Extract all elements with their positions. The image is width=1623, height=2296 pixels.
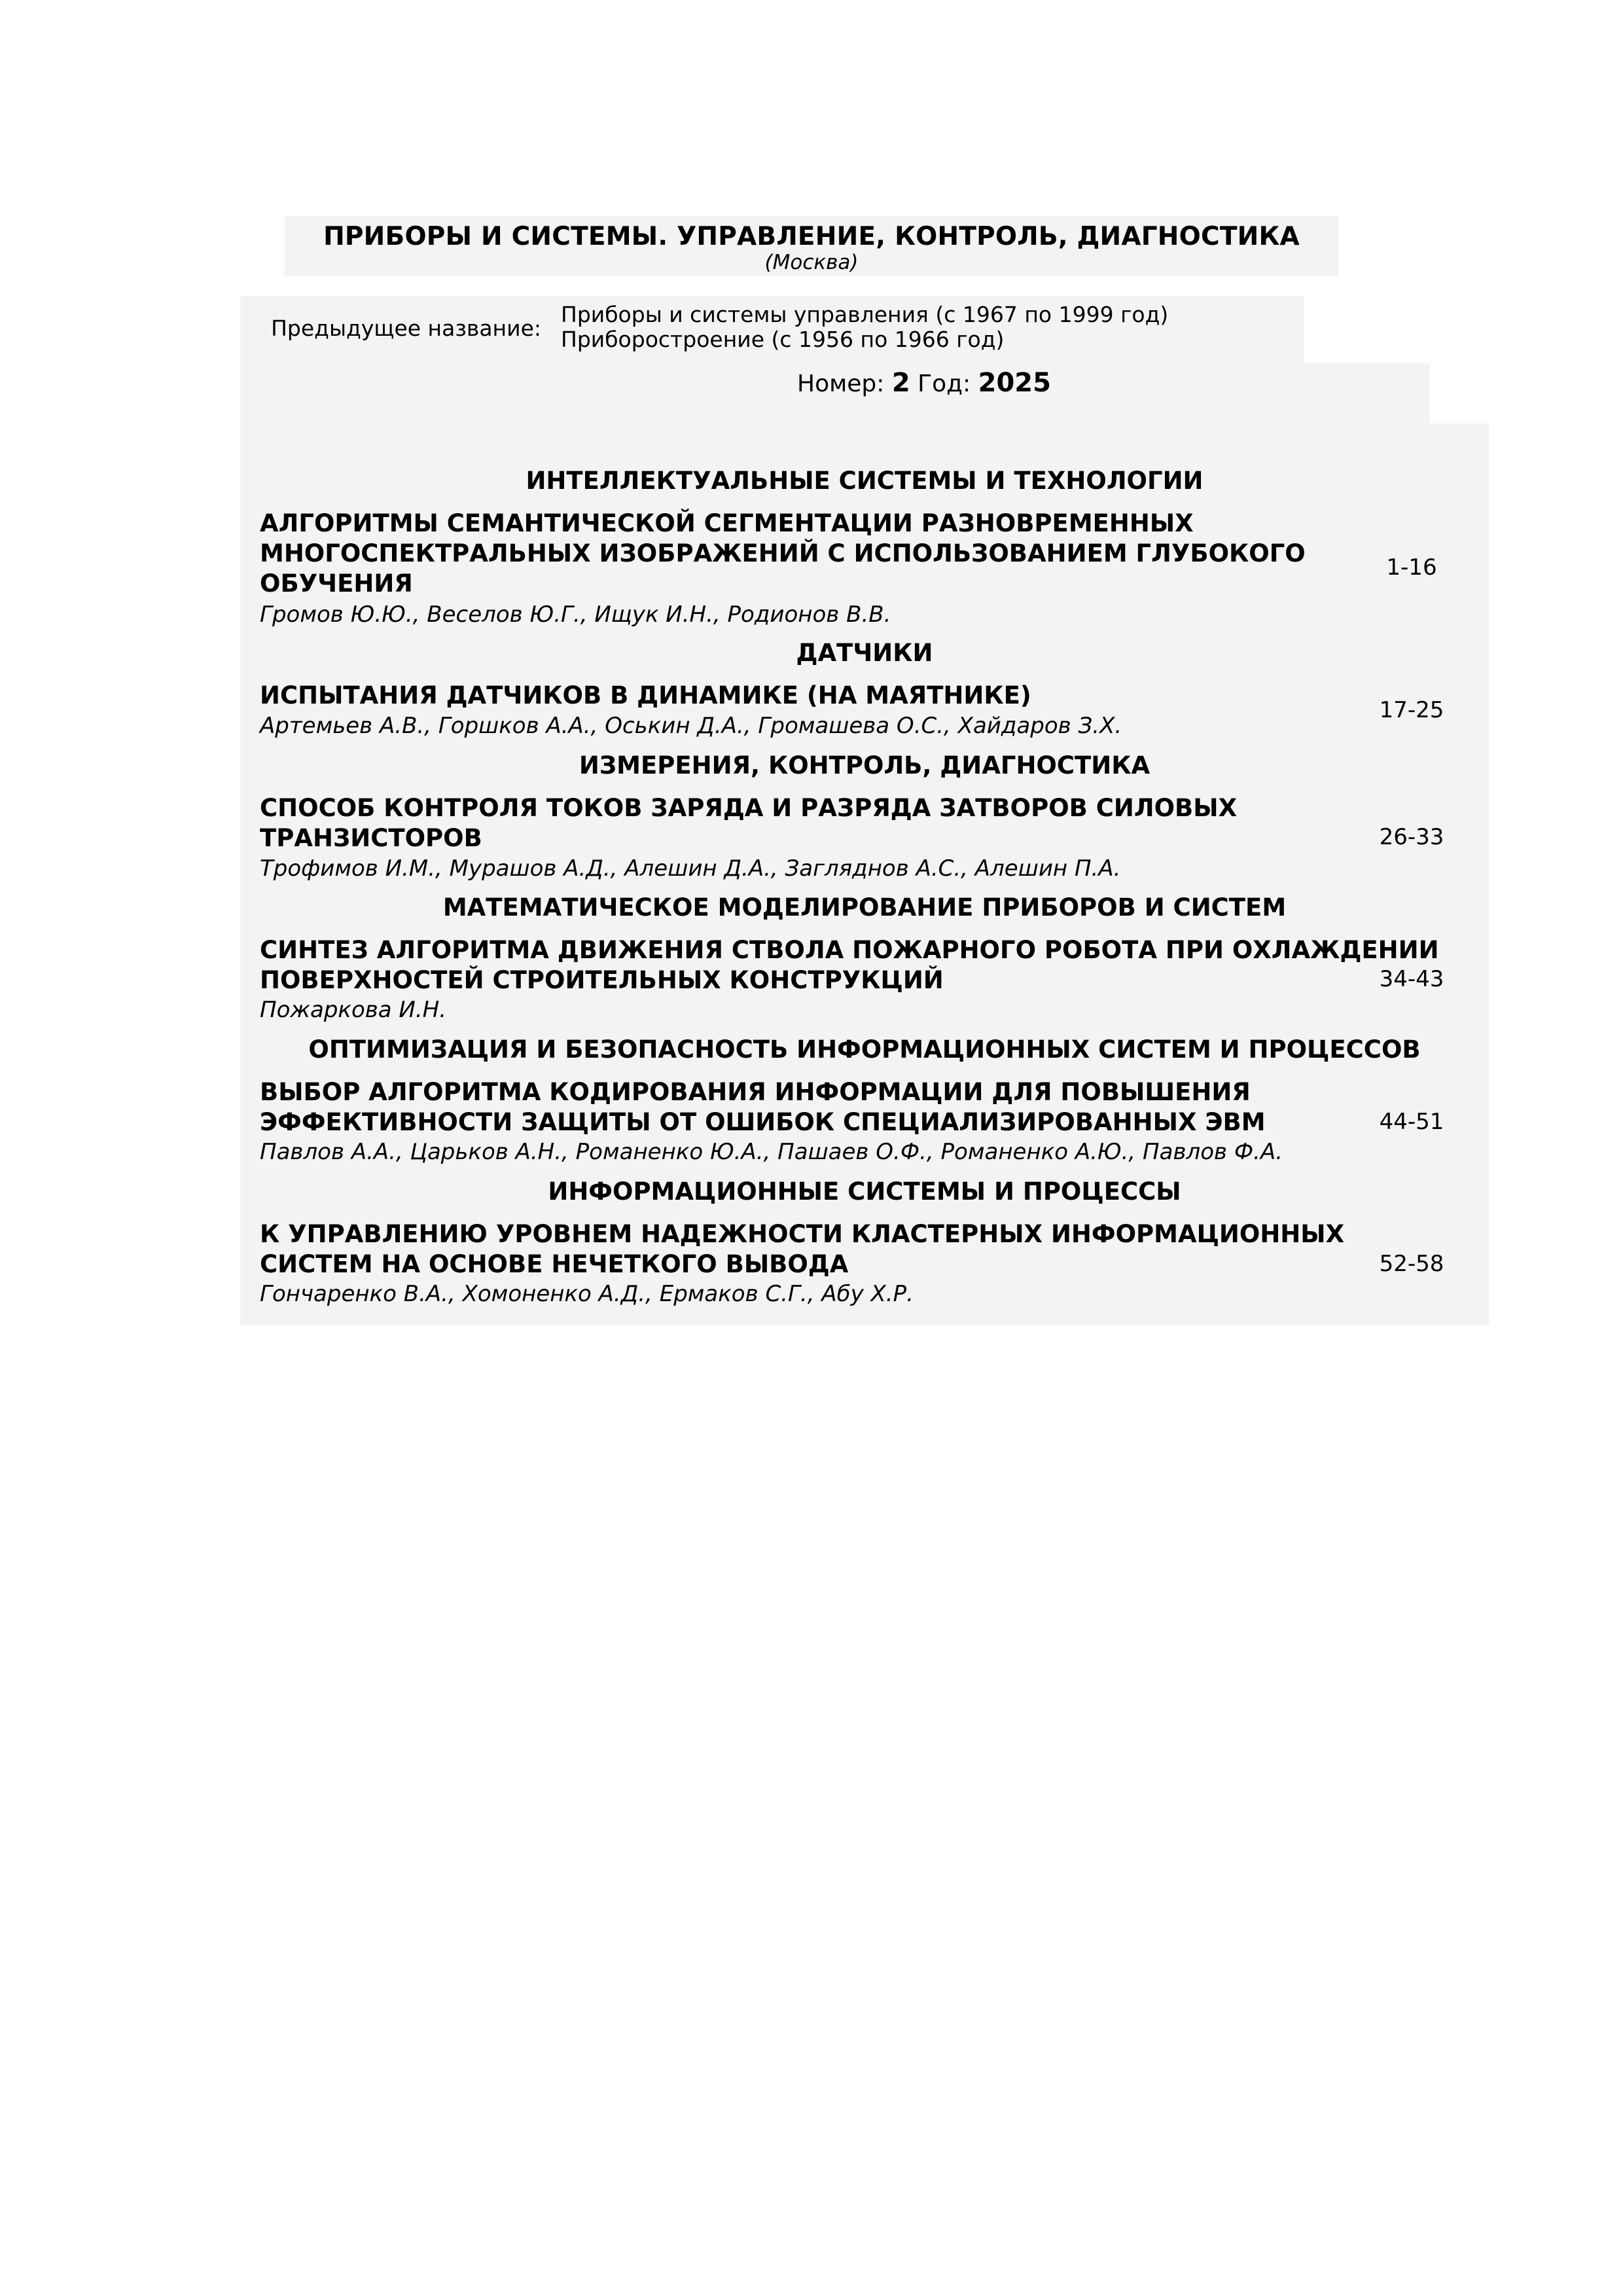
- article-pages: 17-25: [1379, 697, 1444, 723]
- article-title-line[interactable]: ВЫБОР АЛГОРИТМА КОДИРОВАНИЯ ИНФОРМАЦИИ ДЛЯ ПОВЫШЕНИЯ: [260, 1078, 1251, 1106]
- article-authors: Трофимов И.М., Мурашов А.Д., Алешин Д.А., Загляднов А.С., Алешин П.А.: [260, 855, 1121, 882]
- article-title-line[interactable]: МНОГОСПЕКТРАЛЬНЫХ ИЗОБРАЖЕНИЙ С ИСПОЛЬЗОВАНИЕМ ГЛУБОКОГО: [260, 539, 1306, 567]
- article-authors: Артемьев А.В., Горшков А.А., Оськин Д.А., Громашева О.С., Хайдаров З.Х.: [260, 713, 1122, 739]
- article-title-line[interactable]: ИСПЫТАНИЯ ДАТЧИКОВ В ДИНАМИКЕ (НА МАЯТНИКЕ): [260, 681, 1031, 709]
- year-label: Год:: [918, 370, 971, 397]
- journal-city: (Москва): [764, 251, 859, 274]
- article-title-line[interactable]: СИСТЕМ НА ОСНОВЕ НЕЧЕТКОГО ВЫВОДА: [260, 1250, 849, 1278]
- journal-title-block: [285, 216, 1338, 276]
- article-title-line[interactable]: К УПРАВЛЕНИЮ УРОВНЕМ НАДЕЖНОСТИ КЛАСТЕРНЫХ ИНФОРМАЦИОННЫХ: [260, 1220, 1345, 1248]
- journal-title: ПРИБОРЫ И СИСТЕМЫ. УПРАВЛЕНИЕ, КОНТРОЛЬ, ДИАГНОСТИКА: [323, 222, 1300, 251]
- article-title-line[interactable]: ПОВЕРХНОСТЕЙ СТРОИТЕЛЬНЫХ КОНСТРУКЦИЙ: [260, 966, 944, 994]
- section-heading: МАТЕМАТИЧЕСКОЕ МОДЕЛИРОВАНИЕ ПРИБОРОВ И СИСТЕМ: [442, 893, 1287, 922]
- article-authors: Пожаркова И.Н.: [260, 997, 447, 1023]
- article-title-line[interactable]: ОБУЧЕНИЯ: [260, 569, 413, 598]
- previous-name: Приборы и системы управления (с 1967 по 1999 год): [561, 302, 1169, 327]
- issue-line: [240, 367, 1608, 400]
- section-heading: ДАТЧИКИ: [796, 639, 933, 667]
- article-authors: Гончаренко В.А., Хомоненко А.Д., Ермаков С.Г., Абу Х.Р.: [260, 1281, 914, 1307]
- issue-year: 2025: [978, 368, 1051, 398]
- issue-block: [240, 363, 1430, 423]
- article-pages: 26-33: [1379, 824, 1444, 850]
- article-title-line[interactable]: АЛГОРИТМЫ СЕМАНТИЧЕСКОЙ СЕГМЕНТАЦИИ РАЗНОВРЕМЕННЫХ: [260, 509, 1194, 537]
- article-authors: Павлов А.А., Царьков А.Н., Романенко Ю.А., Пашаев О.Ф., Романенко А.Ю., Павлов Ф.А.: [260, 1139, 1283, 1165]
- article-pages: 1-16: [1386, 554, 1437, 581]
- article-pages: 52-58: [1379, 1251, 1444, 1277]
- issue-label: Номер:: [797, 370, 885, 397]
- article-pages: 34-43: [1379, 966, 1444, 992]
- section-heading: ИНТЕЛЛЕКТУАЛЬНЫЕ СИСТЕМЫ И ТЕХНОЛОГИИ: [526, 467, 1204, 495]
- section-heading: ИЗМЕРЕНИЯ, КОНТРОЛЬ, ДИАГНОСТИКА: [579, 751, 1150, 780]
- section-heading: ОПТИМИЗАЦИЯ И БЕЗОПАСНОСТЬ ИНФОРМАЦИОННЫХ СИСТЕМ И ПРОЦЕССОВ: [308, 1035, 1421, 1064]
- previous-name: Приборостроение (с 1956 по 1966 год): [561, 327, 1005, 352]
- article-title-line[interactable]: ТРАНЗИСТОРОВ: [260, 824, 482, 852]
- table-of-contents: [240, 423, 1489, 1325]
- issue-number: 2: [891, 368, 910, 398]
- article-pages: 44-51: [1379, 1109, 1444, 1135]
- article-title-line[interactable]: ЭФФЕКТИВНОСТИ ЗАЩИТЫ ОТ ОШИБОК СПЕЦИАЛИЗИРОВАННЫХ ЭВМ: [260, 1108, 1266, 1136]
- article-title-line[interactable]: СИНТЕЗ АЛГОРИТМА ДВИЖЕНИЯ СТВОЛА ПОЖАРНОГО РОБОТА ПРИ ОХЛАЖДЕНИИ: [260, 936, 1439, 964]
- section-heading: ИНФОРМАЦИОННЫЕ СИСТЕМЫ И ПРОЦЕССЫ: [548, 1177, 1181, 1206]
- previous-names-label: Предыдущее название:: [271, 315, 541, 341]
- article-authors: Громов Ю.Ю., Веселов Ю.Г., Ищук И.Н., Родионов В.В.: [260, 601, 891, 628]
- article-title-line[interactable]: СПОСОБ КОНТРОЛЯ ТОКОВ ЗАРЯДА И РАЗРЯДА ЗАТВОРОВ СИЛОВЫХ: [260, 794, 1238, 822]
- previous-names-block: [240, 296, 1304, 363]
